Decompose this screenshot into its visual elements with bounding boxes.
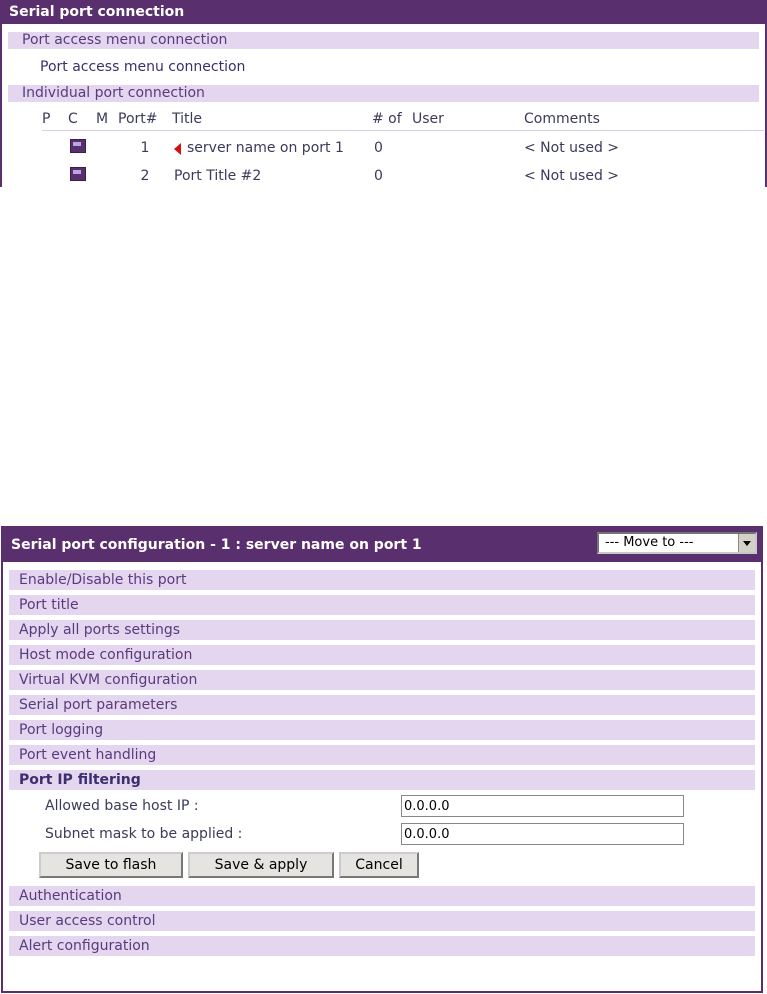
- panel-header: Serial port connection: [2, 0, 765, 24]
- button-row: [9, 848, 755, 884]
- section-individual-port[interactable]: Individual port connection: [8, 85, 759, 102]
- serial-port-configuration-panel: [1, 526, 763, 993]
- allowed-host-ip-row: [9, 792, 755, 820]
- col-port: Port#: [118, 108, 172, 131]
- menu-item-user-access[interactable]: User access control: [9, 911, 755, 931]
- table-row: [42, 131, 764, 165]
- speaker-icon: [174, 143, 181, 155]
- user-count: 0: [374, 139, 383, 156]
- menu-item-port-title[interactable]: Port title: [9, 595, 755, 615]
- menu-item-apply-all[interactable]: Apply all ports settings: [9, 620, 755, 640]
- chevron-down-icon[interactable]: [738, 534, 755, 552]
- config-menu: [9, 570, 755, 956]
- allowed-host-ip-label: Allowed base host IP :: [45, 798, 199, 814]
- table-row: [42, 165, 764, 187]
- section-port-access-menu[interactable]: Port access menu connection: [8, 32, 759, 49]
- allowed-host-ip-input[interactable]: [401, 795, 684, 817]
- port-number: 2: [140, 167, 150, 184]
- port-number: 1: [140, 139, 150, 156]
- subnet-mask-label: Subnet mask to be applied :: [45, 826, 243, 842]
- menu-item-serial-params[interactable]: Serial port parameters: [9, 695, 755, 715]
- menu-item-authentication[interactable]: Authentication: [9, 886, 755, 906]
- console-connect-icon[interactable]: [70, 139, 86, 153]
- move-to-select[interactable]: --- Move to ---: [597, 532, 757, 554]
- col-user: User: [412, 108, 524, 131]
- cancel-button[interactable]: Cancel: [339, 852, 419, 878]
- config-header: [3, 528, 761, 562]
- menu-item-port-logging[interactable]: Port logging: [9, 720, 755, 740]
- console-connect-icon[interactable]: [70, 167, 86, 181]
- menu-item-virtual-kvm[interactable]: Virtual KVM configuration: [9, 670, 755, 690]
- table-header-row: [42, 108, 764, 131]
- save-to-flash-button[interactable]: Save to flash: [39, 852, 183, 878]
- port-table: [42, 108, 764, 187]
- comments: < Not used >: [524, 167, 620, 184]
- menu-item-port-event[interactable]: Port event handling: [9, 745, 755, 765]
- port-title: server name on port 1: [172, 131, 372, 165]
- user-count: 0: [374, 167, 383, 184]
- col-m: M: [96, 108, 118, 131]
- menu-item-alert-config[interactable]: Alert configuration: [9, 936, 755, 956]
- subnet-mask-row: [9, 820, 755, 848]
- menu-item-enable-disable[interactable]: Enable/Disable this port: [9, 570, 755, 590]
- port-access-menu-link[interactable]: Port access menu connection: [40, 59, 246, 75]
- save-apply-button[interactable]: Save & apply: [188, 852, 334, 878]
- menu-item-host-mode[interactable]: Host mode configuration: [9, 645, 755, 665]
- subnet-mask-input[interactable]: [401, 823, 684, 845]
- col-count: # of: [372, 108, 412, 131]
- col-c: C: [68, 108, 96, 131]
- port-title: Port Title #2: [174, 167, 262, 184]
- col-p: P: [42, 108, 68, 131]
- serial-port-connection-panel: [0, 0, 767, 187]
- config-title: Serial port configuration - 1 : server name on port 1: [11, 537, 422, 553]
- col-title: Title: [172, 108, 372, 131]
- col-comments: Comments: [524, 108, 764, 131]
- comments: < Not used >: [524, 139, 620, 156]
- menu-item-ip-filtering[interactable]: Port IP filtering: [9, 770, 755, 790]
